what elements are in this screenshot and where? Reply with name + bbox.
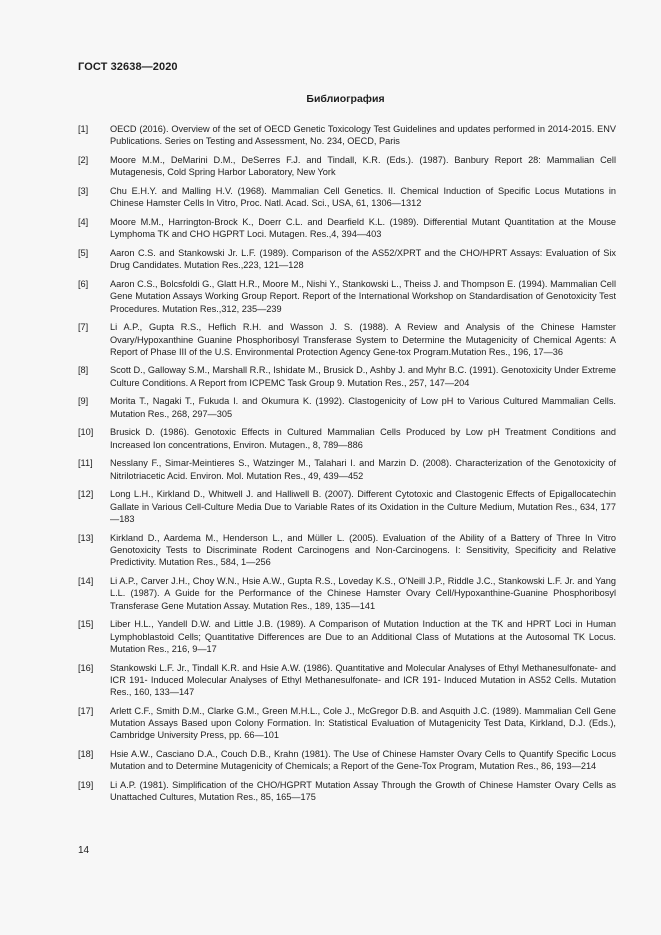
reference-text: Moore M.M., DeMarini D.M., DeSerres F.J. and Tindall, K.R. (Eds.). (1987). Banbury Report 28: Mammalian Cell Mutagenesis, Cold Spring Harbor Laboratory, New York: [110, 154, 616, 178]
reference-item: [78, 488, 616, 525]
reference-number: [17]: [78, 705, 94, 716]
reference-item: [78, 247, 616, 272]
reference-text: Li A.P., Carver J.H., Choy W.N., Hsie A.W., Gupta R.S., Loveday K.S., O'Neill J.P., Riddle J.C., Stankowski L.F. Jr. and Yang L.L. (1987). A Guide for the Performance of the Chinese Hamster Ovary Cell/Hypoxanthine-Guanine Phosphoribosyl Transferase Gene Mutation Assay. Mutation Res., 189, 135—141: [110, 575, 616, 611]
reference-text: OECD (2016). Overview of the set of OECD Genetic Toxicology Test Guidelines and updates performed in 2014-2015. ENV Publications. Series on Testing and Assessment, No. 234, OECD, Paris: [110, 124, 616, 147]
reference-number: [15]: [78, 619, 94, 630]
reference-text: Arlett C.F., Smith D.M., Clarke G.M., Green M.H.L., Cole J., McGregor D.B. and Asquith J.C. (1989). Mammalian Cell Gene Mutation Assays Based upon Colony Formation. In: Statistical Evaluation of Mutagenicity Test Data, Kirkland, D.J. (Eds.), Cambridge University Press, pp. 66—101: [110, 705, 616, 741]
reference-item: [78, 278, 616, 315]
page-number: 14: [78, 845, 90, 856]
reference-item: [78, 532, 616, 569]
reference-text: Li A.P., Gupta R.S., Heflich R.H. and Wasson J. S. (1988). A Review and Analysis of the Chinese Hamster Ovary/Hypoxanthine Guanine Phosphoribosyl Transferase System to Determine the Mutagenicity of Chemical Agents: A Report of Phase III of the U.S. Environmental Protection Agency Gene-tox Program.Mutation Res., 196, 17—36: [110, 322, 616, 357]
reference-item: [78, 395, 616, 420]
reference-text: Kirkland D., Aardema M., Henderson L., and Müller L. (2005). Evaluation of the Ability of a Battery of Three In Vitro Genotoxicity Tests to Discriminate Rodent Carcinogens and Non-Carcinogens. I: Sensitivity, Specificity and Relative Predictivity. Mutation Res., 584, 1—256: [110, 532, 616, 568]
reference-number: [14]: [78, 575, 94, 586]
bibliography-title: Библиография: [306, 93, 385, 105]
reference-text: Long L.H., Kirkland D., Whitwell J. and Halliwell B. (2007). Different Cytotoxic and Clastogenic Effects of Epigallocatechin Gallate in Various Cell-Culture Media Due to Variable Rates of its Oxidation in the Culture Medium, Mutation Res., 634, 177—183: [110, 489, 616, 525]
reference-item: [78, 748, 616, 773]
reference-text: Aaron C.S., Bolcsfoldi G., Glatt H.R., Moore M., Nishi Y., Stankowski L., Theiss J. and Thompson E. (1994). Mammalian Cell Gene Mutation Assays Working Group Report. Report of the International Workshop on Standardisation of Genotoxicity Test Procedures. Mutation Res.,312, 235—239: [110, 278, 616, 314]
reference-item: [78, 779, 616, 804]
reference-item: [78, 705, 616, 742]
reference-number: [11]: [78, 458, 93, 469]
reference-number: [4]: [78, 216, 89, 227]
reference-number: [5]: [78, 247, 89, 258]
reference-text: Chu E.H.Y. and Malling H.V. (1968). Mammalian Cell Genetics. II. Chemical Induction of Specific Locus Mutations in Chinese Hamster Cells In Vitro, Proc. Natl. Acad. Sci., USA, 61, 1306—1312: [110, 185, 616, 209]
reference-number: [9]: [78, 396, 89, 407]
reference-number: [2]: [78, 154, 89, 165]
reference-text: Liber H.L., Yandell D.W. and Little J.B. (1989). A Comparison of Mutation Induction at the TK and HPRT Loci in Human Lymphoblastoid Cells; Quantitative Differences are Due to an Additional Class of Mutations at the Autosomal TK Locus. Mutation Res., 216, 9—17: [110, 619, 616, 654]
reference-number: [6]: [78, 278, 89, 289]
reference-item: [78, 123, 616, 148]
reference-number: [19]: [78, 780, 94, 791]
reference-item: [78, 321, 616, 358]
reference-text: Moore M.M., Harrington-Brock K., Doerr C.L. and Dearfield K.L. (1989). Differential Mutant Quantitation at the Mouse Lymphoma TK and CHO HGPRT Loci. Mutagen. Res.,4, 394—403: [110, 216, 616, 240]
reference-item: [78, 662, 616, 699]
reference-number: [7]: [78, 322, 89, 333]
reference-number: [3]: [78, 185, 89, 196]
reference-text: Hsie A.W., Casciano D.A., Couch D.B., Krahn (1981). The Use of Chinese Hamster Ovary Cells to Quantify Specific Locus Mutation and to Determine Mutagenicity of Chemicals; a Report of the Gene-Tox Program, Mutation Res., 86, 193—214: [110, 749, 616, 772]
reference-number: [10]: [78, 427, 94, 438]
reference-number: [8]: [78, 365, 89, 376]
reference-item: [78, 575, 616, 612]
reference-text: Aaron C.S. and Stankowski Jr. L.F. (1989). Comparison of the AS52/XPRT and the CHO/HPRT Assays: Evaluation of Six Drug Candidates. Mutation Res.,223, 121—128: [110, 247, 616, 271]
reference-list: [78, 123, 616, 810]
reference-item: [78, 426, 616, 451]
reference-text: Li A.P. (1981). Simplification of the CHO/HGPRT Mutation Assay Through the Growth of Chinese Hamster Ovary Cells as Unattached Cultures, Mutation Res., 85, 165—175: [110, 780, 616, 803]
reference-item: [78, 457, 616, 482]
reference-number: [1]: [78, 124, 89, 134]
reference-item: [78, 216, 616, 241]
reference-text: Nesslany F., Simar-Meintieres S., Watzinger M., Talahari I. and Marzin D. (2008). Characterization of the Genotoxicity of Nitrilotriacetic Acid. Environ. Mol. Mutation Res., 49, 439—452: [110, 458, 616, 481]
reference-item: [78, 185, 616, 210]
reference-number: [18]: [78, 749, 94, 760]
reference-text: Brusick D. (1986). Genotoxic Effects in Cultured Mammalian Cells Produced by Low pH Treatment Conditions and Increased Ion concentrations, Environ. Mutagen., 8, 789—886: [110, 427, 616, 450]
standard-header: ГОСТ 32638—2020: [78, 61, 178, 73]
reference-number: [12]: [78, 489, 94, 500]
reference-text: Scott D., Galloway S.M., Marshall R.R., Ishidate M., Brusick D., Ashby J. and Myhr B.C. (1991). Genotoxicity Under Extreme Culture Conditions. A Report from ICPEMC Task Group 9. Mutation Res., 257, 147—204: [110, 365, 616, 388]
reference-item: [78, 364, 616, 389]
reference-text: Stankowski L.F. Jr., Tindall K.R. and Hsie A.W. (1986). Quantitative and Molecular Analyses of Ethyl Methanesulfonate- and ICR 191- Induced Molecular Analyses of Ethyl Methanesulfonate- and ICR 191- Induced Mutation in AS52 Cells. Mutation Res., 160, 133—147: [110, 662, 616, 698]
reference-number: [13]: [78, 532, 94, 543]
reference-item: [78, 154, 616, 179]
reference-text: Morita T., Nagaki T., Fukuda I. and Okumura K. (1992). Clastogenicity of Low pH to Various Cultured Mammalian Cells. Mutation Res., 268, 297—305: [110, 396, 616, 419]
reference-item: [78, 618, 616, 655]
reference-number: [16]: [78, 662, 94, 673]
